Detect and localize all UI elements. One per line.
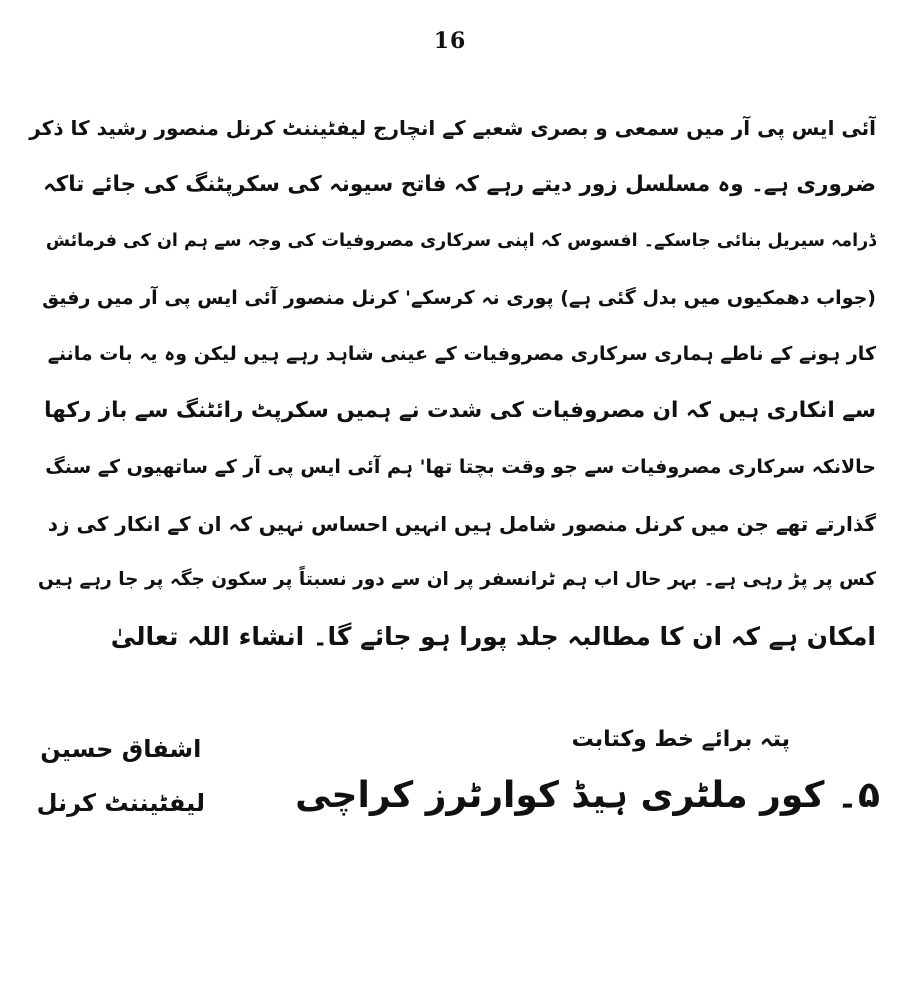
letter-footer bbox=[0, 722, 900, 842]
signature-block bbox=[37, 722, 205, 830]
paragraph-line: گذارتے تھے جن میں کرنل منصور شامل ہیں انہیں احساس نہیں کہ ان کے انکار کی زد bbox=[47, 511, 876, 536]
paragraph-line: (جواب دھمکیوں میں بدل گئی ہے) پوری نہ کرسکے' کرنل منصور آئی ایس پی آر میں رفیق bbox=[42, 286, 876, 309]
page-number: 16 bbox=[433, 28, 467, 54]
paragraph-line: ضروری ہے۔ وہ مسلسل زور دیتے رہے کہ فاتح سیونہ کی سکرپٹنگ کی جائے تاکہ bbox=[43, 171, 876, 197]
signature-name: اشفاق حسین bbox=[40, 735, 202, 763]
paragraph-line: حالانکہ سرکاری مصروفیات سے جو وقت بچتا تھا' ہم آئی ایس پی آر کے ساتھیوں کے سنگ bbox=[45, 456, 876, 478]
signature-rank: لیفٹیننٹ کرنل bbox=[36, 789, 205, 817]
paragraph-line: سے انکاری ہیں کہ ان مصروفیات کی شدت نے ہمیں سکرپٹ رائٹنگ سے باز رکھا bbox=[44, 397, 876, 423]
paragraph-line: کار ہونے کے ناطے ہماری سرکاری مصروفیات کے عینی شاہد رہے ہیں لیکن وہ یہ بات ماننے bbox=[47, 343, 876, 365]
address-value: ۵۔ کور ملٹری ہیڈ کوارٹرز کراچی bbox=[295, 775, 880, 816]
paragraph-line: امکان ہے کہ ان کا مطالبہ جلد پورا ہو جائے گا۔ انشاء اللہ تعالیٰ bbox=[110, 621, 876, 651]
address-label: پتہ برائے خط وکتابت bbox=[571, 727, 790, 752]
paragraph-line: ڈرامہ سیریل بنائی جاسکے۔ افسوس کہ اپنی سرکاری مصروفیات کی وجہ سے ہم ان کی فرمائش bbox=[45, 231, 876, 251]
body-paragraph bbox=[28, 100, 876, 665]
paragraph-line: کس پر پڑ رہی ہے۔ بہر حال اب ہم ٹرانسفر پر ان سے دور نسبتاً پر سکون جگہ پر جا رہے ہیں bbox=[37, 569, 876, 590]
correspondence-address bbox=[295, 722, 880, 828]
paragraph-line: آئی ایس پی آر میں سمعی و بصری شعبے کے انچارج لیفٹیننٹ کرنل منصور رشید کا ذکر bbox=[29, 116, 876, 140]
